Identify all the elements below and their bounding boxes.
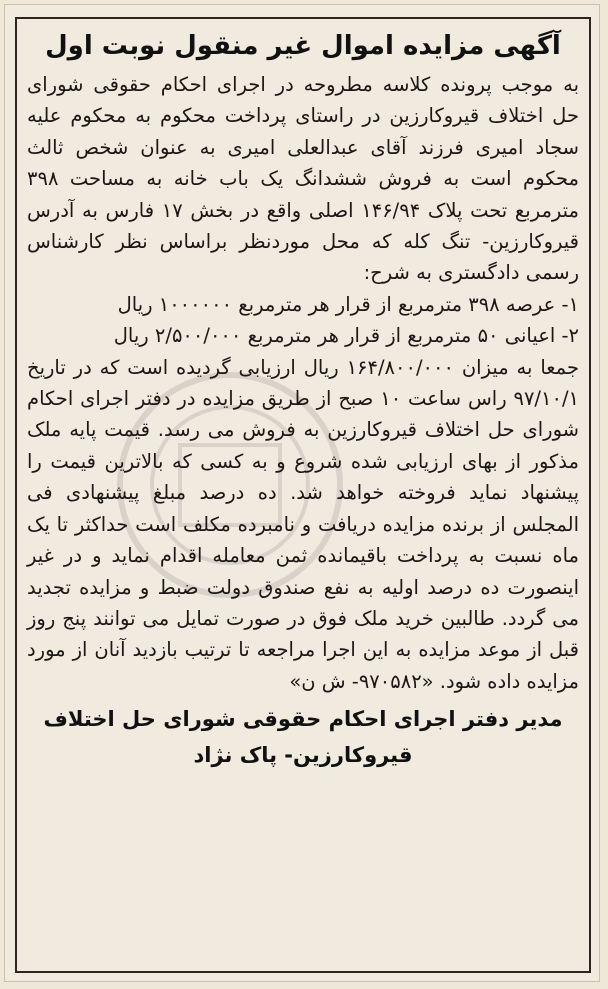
notice-signature	[27, 701, 579, 773]
signature-name: قیروکارزین- پاک نژاد	[193, 743, 413, 768]
newspaper-clipping	[4, 4, 600, 982]
notice-body	[27, 69, 579, 697]
notice-item-building: ۲- اعیانی ۵۰ مترمربع از قرار هر مترمربع ۲/۵۰۰/۰۰۰ ریال	[113, 324, 579, 348]
signature-title: مدیر دفتر اجرای احکام حقوقی شورای حل اختلاف	[43, 707, 563, 732]
notice-title: آگهی مزایده اموال غیر منقول نوبت اول	[45, 31, 561, 61]
notice-paragraph-terms: جمعا به میزان ۱۶۴/۸۰۰/۰۰۰ ریال ارزیابی گردیده است که در تاریخ ۹۷/۱۰/۱ راس ساعت ۱۰ صبح از طریق مزایده در دفتر اجرای احکام شورای حل اختلاف قیروکارزین به فروش می رسد. قیمت پایه ملک مذکور از بهای ارزیابی شده شروع و به کسی که بالاترین قیمت را پیشنهاد نماید فروخته خواهد شد. ده درصد مبلغ پیشنهادی فی المجلس از برنده مزایده دریافت و نامبرده مکلف است حداکثر تا یک ماه نسبت به پرداخت باقیمانده ثمن معامله اقدام نماید و در غیر اینصورت ده درصد اولیه به نفع صندوق دولت ضبط و مزایده تجدید می گردد. طالبین خرید ملک فوق در صورت تمایل می توانند پنج روز قبل از موعد مزایده به این اجرا مراجعه تا ترتیب بازدید آنان از مورد مزایده داده شود. «۹۷۰۵۸۲- ش ن»	[27, 355, 579, 693]
notice-item-land: ۱- عرصه ۳۹۸ مترمربع از قرار هر مترمربع ۱۰۰۰۰۰۰ ریال	[117, 292, 579, 316]
notice-paragraph-intro: به موجب پرونده کلاسه مطروحه در اجرای احکام حقوقی شورای حل اختلاف قیروکارزین در راستای پرداخت محکوم به محکوم علیه سجاد امیری فرزند آقای عبدالعلی امیری به عنوان شخص ثالث محکوم است به فروش ششدانگ یک باب خانه به مساحت ۳۹۸ مترمربع تحت پلاک ۱۴۶/۹۴ اصلی واقع در بخش ۱۷ فارس به آدرس قیروکارزین- تنگ کله که محل موردنظر براساس نظر کارشناس رسمی دادگستری به شرح:	[27, 73, 580, 285]
notice-box	[15, 17, 591, 973]
